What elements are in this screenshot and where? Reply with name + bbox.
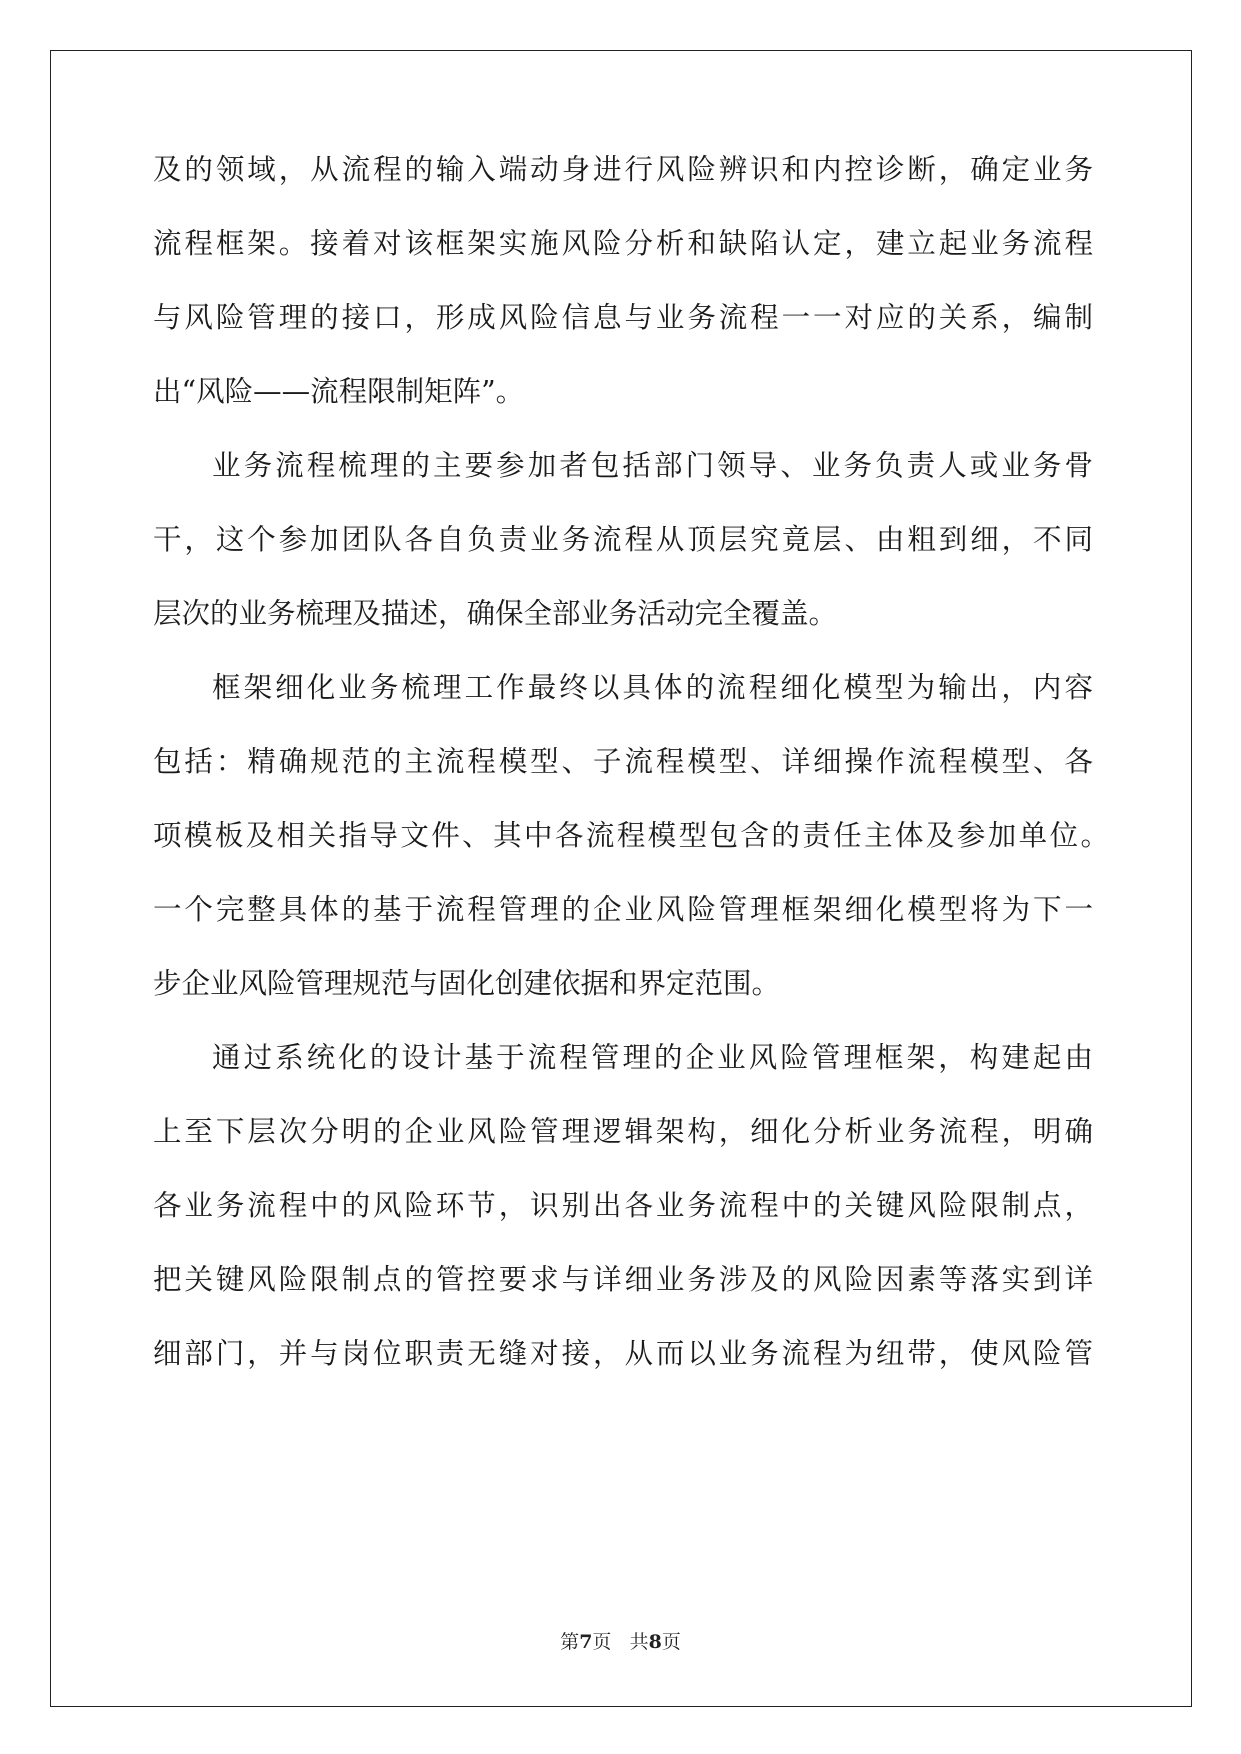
footer-total-suffix: 页 <box>661 1631 681 1653</box>
paragraph-first-line: 框架细化业务梳理工作最终以具体的流程细化模型为输出，内容 <box>212 671 1093 704</box>
paragraph-first-line: 通过系统化的设计基于流程管理的企业风险管理框架，构建起由 <box>212 1041 1093 1074</box>
text-line: 层次的业务梳理及描述，确保全部业务活动完全覆盖。 <box>153 597 838 630</box>
text-line: 一个完整具体的基于流程管理的企业风险管理框架细化模型将为下一 <box>153 893 1093 926</box>
text-line: 步企业风险管理规范与固化创建依据和界定范围。 <box>153 967 781 1000</box>
text-line: 流程框架。接着对该框架实施风险分析和缺陷认定，建立起业务流程 <box>153 227 1093 260</box>
page-footer <box>0 1627 1241 1654</box>
text-line: 与风险管理的接口，形成风险信息与业务流程一一对应的关系，编制 <box>153 301 1093 334</box>
text-line: 把关键风险限制点的管控要求与详细业务涉及的风险因素等落实到详 <box>153 1263 1093 1296</box>
text-line: 细部门，并与岗位职责无缝对接，从而以业务流程为纽带，使风险管 <box>153 1337 1093 1370</box>
text-line: 干，这个参加团队各自负责业务流程从顶层究竟层、由粗到细，不同 <box>153 523 1093 556</box>
footer-page-suffix: 页 <box>592 1631 612 1653</box>
text-line: 各业务流程中的风险环节，识别出各业务流程中的关键风险限制点， <box>153 1189 1093 1222</box>
paragraph-first-line: 业务流程梳理的主要参加者包括部门领导、业务负责人或业务骨 <box>212 449 1093 482</box>
footer-total-prefix: 共 <box>629 1631 649 1653</box>
text-line: 项模板及相关指导文件、其中各流程模型包含的责任主体及参加单位。 <box>153 819 1109 852</box>
footer-prefix: 第 <box>560 1631 580 1653</box>
text-line: 出“风险——流程限制矩阵”。 <box>153 375 525 408</box>
total-pages: 8 <box>648 1631 662 1653</box>
text-line: 包括：精确规范的主流程模型、子流程模型、详细操作流程模型、各 <box>153 745 1093 778</box>
text-line: 上至下层次分明的企业风险管理逻辑架构，细化分析业务流程，明确 <box>153 1115 1093 1148</box>
text-line: 及的领域，从流程的输入端动身进行风险辨识和内控诊断，确定业务 <box>153 153 1093 186</box>
page-number: 7 <box>579 1631 593 1653</box>
